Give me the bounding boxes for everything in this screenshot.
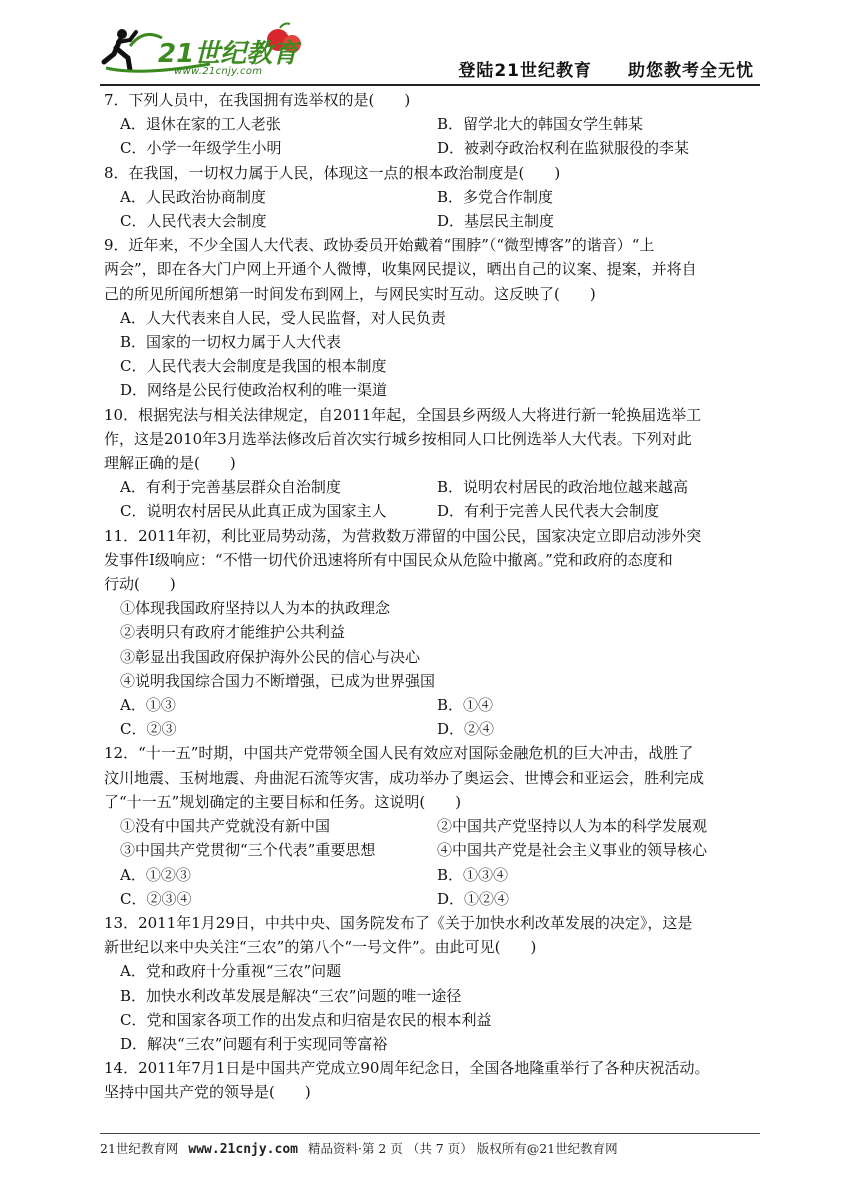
question-stem-line: 汶川地震、玉树地震、舟曲泥石流等灾害，成功举办了奥运会、世博会和亚运会，胜利完成 <box>104 768 705 787</box>
question-stem-line: 12．“十一五”时期，中国共产党带领全国人民有效应对国际金融危机的巨大冲击，战胜了 <box>104 744 694 763</box>
answer-option: D．②④ <box>437 720 495 739</box>
answer-option: A．人民政治协商制度 <box>120 187 266 206</box>
question-stem-line: 两会”，即在各大门户网上开通个人微博，收集网民提议，晒出自己的议案、提案，并将自 <box>104 260 697 279</box>
answer-option: B．留学北大的韩国女学生韩某 <box>437 115 644 134</box>
statement-item: ②中国共产党坚持以人为本的科学发展观 <box>437 817 708 836</box>
question-stem-line: 坚持中国共产党的领导是( ) <box>104 1083 311 1102</box>
question-stem-line: 10．根据宪法与相关法律规定，自2011年起，全国县乡两级人大将进行新一轮换届选举工 <box>104 405 702 424</box>
statement-item: ①体现我国政府坚持以人为本的执政理念 <box>120 599 391 618</box>
question-list <box>104 88 754 1105</box>
question-stem-line: 14．2011年7月1日是中国共产党成立90周年纪念日，全国各地隆重举行了各种庆祝活动。 <box>104 1059 710 1078</box>
statement-item: ④中国共产党是社会主义事业的领导核心 <box>437 841 708 860</box>
answer-option: D．被剥夺政治权利在监狱服役的李某 <box>437 139 690 158</box>
answer-option: C．②③④ <box>120 889 192 908</box>
answer-option: A．有利于完善基层群众自治制度 <box>120 478 341 497</box>
answer-option: B．说明农村居民的政治地位越来越高 <box>437 478 689 497</box>
footer-text <box>100 1139 760 1157</box>
answer-option: A．人大代表来自人民，受人民监督，对人民负责 <box>120 308 446 327</box>
question-stem-line: 7．下列人员中，在我国拥有选举权的是( ) <box>104 91 411 109</box>
header-divider <box>100 84 760 86</box>
question-stem-line: 13．2011年1月29日，中共中央、国务院发布了《关于加快水利改革发展的决定》，这是 <box>104 913 693 932</box>
answer-option: D．基层民主制度 <box>437 212 555 231</box>
answer-option: D．网络是公民行使政治权利的唯一渠道 <box>120 381 388 400</box>
answer-option: C．人民代表大会制度 <box>120 212 267 231</box>
option-row <box>104 717 754 741</box>
footer-site: 21世纪教育网 <box>100 1141 179 1156</box>
svg-text:21世纪教育: 21世纪教育 <box>158 39 299 69</box>
option-row <box>104 499 754 523</box>
option-row <box>104 863 754 887</box>
footer-info: 精品资料·第 2 页 （共 7 页） 版权所有@21世纪教育网 <box>307 1141 618 1156</box>
page-footer <box>100 1133 760 1163</box>
statement-item: ③中国共产党贯彻“三个代表”重要思想 <box>120 841 376 860</box>
option-row <box>104 475 754 499</box>
option-row <box>104 209 754 233</box>
option-row <box>104 136 754 160</box>
answer-option: B．①④ <box>437 696 494 715</box>
option-row <box>104 112 754 136</box>
question-stem-line: 理解正确的是( ) <box>104 454 236 473</box>
option-row <box>104 185 754 209</box>
answer-option: A．退休在家的工人老张 <box>120 115 281 134</box>
question-stem-line: 9．近年来，不少全国人大代表、政协委员开始戴着“围脖”（“微型博客”的谐音）“上 <box>104 236 655 255</box>
answer-option: B．国家的一切权力属于人大代表 <box>120 333 342 352</box>
answer-option: D．有利于完善人民代表大会制度 <box>437 502 660 521</box>
answer-option: A．①③ <box>120 696 176 715</box>
answer-option: D．解决“三农”问题有利于实现同等富裕 <box>120 1034 388 1053</box>
logo <box>100 18 310 82</box>
question-block <box>104 233 754 402</box>
question-block <box>104 161 754 234</box>
answer-option: C．②③ <box>120 720 177 739</box>
question-stem-line: 作，这是2010年3月选举法修改后首次实行城乡按相同人口比例选举人大代表。下列对此 <box>104 429 692 448</box>
statement-item: ①没有中国共产党就没有新中国 <box>120 817 331 836</box>
option-row <box>104 693 754 717</box>
statement-item: ③彰显出我国政府保护海外公民的信心与决心 <box>120 647 421 666</box>
question-block <box>104 88 754 161</box>
answer-option: B．①③④ <box>437 865 509 884</box>
answer-option: B．多党合作制度 <box>437 187 554 206</box>
statement-row <box>104 838 754 862</box>
question-stem-line: 新世纪以来中央关注“三农”的第八个“一号文件”。由此可见( ) <box>104 938 537 957</box>
statement-item: ②表明只有政府才能维护公共利益 <box>120 623 346 642</box>
answer-option: C．人民代表大会制度是我国的根本制度 <box>120 357 387 376</box>
footer-url[interactable]: www.21cnjy.com <box>188 1142 298 1157</box>
question-stem-line: 行动( ) <box>104 575 176 594</box>
answer-option: C．说明农村居民从此真正成为国家主人 <box>120 502 387 521</box>
question-block <box>104 403 754 524</box>
question-block <box>104 911 754 1056</box>
answer-option: B．加快水利改革发展是解决“三农”问题的唯一途径 <box>120 986 462 1005</box>
question-stem-line: 了“十一五”规划确定的主要目标和任务。这说明( ) <box>104 792 462 811</box>
question-stem-line: 发事件Ⅰ级响应：“不惜一切代价迅速将所有中国民众从危险中撤离。”党和政府的态度和 <box>104 550 673 569</box>
footer-divider <box>100 1133 760 1134</box>
statement-row <box>104 814 754 838</box>
answer-option: A．①②③ <box>120 865 191 884</box>
answer-option: C．党和国家各项工作的出发点和归宿是农民的根本利益 <box>120 1010 492 1029</box>
answer-option: A．党和政府十分重视“三农”问题 <box>120 962 342 981</box>
question-stem-line: 8．在我国，一切权力属于人民，体现这一点的根本政治制度是( ) <box>104 163 561 182</box>
logo-url: www.21cnjy.com <box>174 66 263 77</box>
answer-option: D．①②④ <box>437 889 510 908</box>
answer-option: C．小学一年级学生小明 <box>120 139 282 158</box>
question-stem-line: 己的所见所闻所想第一时间发布到网上，与网民实时互动。这反映了( ) <box>104 284 596 303</box>
question-block <box>104 524 754 742</box>
option-row <box>104 887 754 911</box>
question-block <box>104 1056 754 1104</box>
page-header <box>100 18 760 82</box>
header-slogan: 登陆21世纪教育 助您教考全无忧 <box>458 61 754 81</box>
question-block <box>104 741 754 910</box>
statement-item: ④说明我国综合国力不断增强，已成为世界强国 <box>120 671 436 690</box>
question-stem-line: 11．2011年初，利比亚局势动荡，为营救数万滞留的中国公民，国家决定立即启动涉外突 <box>104 526 702 545</box>
